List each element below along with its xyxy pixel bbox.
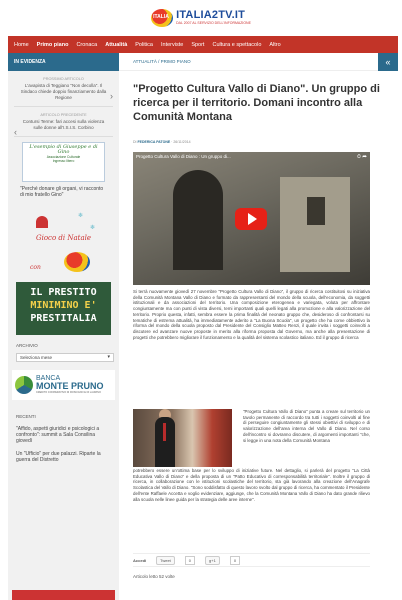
christmas-game-con: con — [30, 264, 41, 271]
event-banner-caption[interactable]: "Perché donare gli organi, vi racconto di mio fratello Gino" — [20, 186, 104, 198]
article-views: Articolo letto 52 volte — [133, 574, 175, 579]
archive-title: ARCHIVIO — [16, 343, 38, 348]
site-header — [0, 0, 402, 36]
collapse-sidebar-icon[interactable]: « — [378, 53, 398, 71]
logo-ball-icon — [64, 252, 90, 272]
recent-item[interactable]: "Affido, aspetti giuridici e psicologici a confronto": summit a Sala Consilina giovedì — [16, 426, 100, 444]
nav-home[interactable]: Home — [14, 41, 29, 48]
gplus-count: 0 — [230, 556, 240, 565]
article-main — [119, 53, 398, 600]
youtube-video-player[interactable] — [133, 152, 370, 285]
divider — [14, 106, 113, 107]
divider — [14, 136, 113, 137]
nav-interviste[interactable]: Interviste — [160, 41, 184, 48]
article-paragraph-1: Si terrà nuovamente giovedì 27 novembre "Progetto Cultura Vallo di Diano", il gruppo di ricerca costituitosi su iniziativa della Comunità Montana Vallo di Diano e formato da rappresentanti del mondo della scuola, dell'economia, da soggetti istituzionali e da associazioni del territorio. Una composizione eterogenea e variegata, voluta per affrontare congiuntamente ma con punti di vista diversi, temi importanti quali quelli legati alla promozione e alla valorizzazione del territorio. Proprio questa, infatti, sembra essere la prima finalità del neonato gruppo che, desideroso di confrontarsi su tematiche di estrema attualità, ha immediatamente aderito a "La Buona Scuola", un progetto che ha come obbiettivo la riforma del mondo della scuola proposto dal Presidente del Consiglio Matteo Renzi, il quale invita i soggetti coinvolti a discutere ed avanzare nuove proposte in merito alla riforma proposta dal Governo, ma anche alla presentazione di progetti che potrebbero migliorare il funzionamento e la qualità del sistema scolastico italiano. Ed il gruppo di ricerca — [133, 289, 370, 340]
nav-sport[interactable]: Sport — [191, 41, 205, 48]
logo-tagline: DAL 2007 AL SERVIZIO DELL'INFORMAZIONE — [176, 21, 251, 26]
chevron-left-icon[interactable]: ‹ — [14, 127, 17, 137]
christmas-game-banner[interactable] — [26, 206, 101, 274]
tweet-button[interactable]: Tweet — [156, 556, 175, 565]
author-prefix: DI — [133, 140, 137, 144]
site-logo[interactable] — [151, 9, 251, 27]
bank-logo-icon — [15, 376, 33, 394]
recent-title: RECENTI — [16, 414, 36, 419]
video-share-icons[interactable]: ⏱ ➦ — [357, 154, 367, 160]
article-meta — [133, 140, 191, 144]
share-bar — [133, 553, 370, 567]
nav-altro[interactable]: Altro — [269, 41, 281, 48]
event-banner-entry: Ingresso libero — [52, 159, 75, 163]
event-banner[interactable] — [22, 142, 105, 182]
santa-hat-icon — [36, 216, 48, 228]
article-title: "Progetto Cultura Vallo di Diano". Un gruppo di ricerca per il territorio. Domani incontro alla Comunità Montana — [133, 83, 380, 123]
archive-month-select[interactable]: Seleziona mese ▾ — [16, 353, 114, 362]
logo-ball-icon — [151, 9, 173, 27]
article-date: · 26/11/2014 — [171, 140, 191, 144]
event-banner-org: Associazione Culturale — [46, 155, 81, 159]
video-title[interactable]: Progetto Cultura Vallo di Diano : Un gruppo di... — [136, 154, 231, 159]
article-paragraph-3: potrebbero essere un'ottima base per lo sviluppo di iniziative future. Nel dettaglio, si parlerà del progetto "La Città Educativa Vallo di Diano" e della proposta di un "Patto Educativo di corresponsabilità territoriale". Inoltre il gruppo di ricerca, in collaborazione con le istituzioni scolastiche del territorio, sta già lavorando alla creazione dell'Anagrafe Scolastica del Vallo di Diano. "Sono soddisfatto di questo lavoro svolto dal gruppo di ricerca, ha commentato il Presidente dell'ente Raffaele Accetta e voglio evidenziare, aggiunge, che la Comunità Montana Vallo di Diano ha dato grande rilievo alla scuola nelle linee guida per la strategia delle aree interne". — [133, 468, 370, 502]
prestito-line-2: MINIMINO E' — [30, 300, 97, 311]
sidebar — [8, 53, 119, 600]
gplus-button[interactable]: g+1 — [205, 556, 220, 565]
nav-primo-piano[interactable]: Primo piano — [36, 41, 69, 48]
nav-attualita[interactable]: Attualità — [105, 41, 128, 48]
logo-badge: ITALIA — [153, 14, 169, 20]
bank-subtitle: CREDITO COOPERATIVO DI ROSCIGNO E DI LAURINO — [36, 391, 101, 395]
prev-article-label: ARTICOLO PRECEDENTE — [40, 113, 87, 117]
christmas-game-title: Gioco di Natale — [36, 234, 92, 242]
main-nav — [8, 36, 398, 53]
bank-name-2: MONTE PRUNO — [36, 381, 104, 392]
prev-article-link[interactable]: Contursi Terme: fari accesi sulla violenza sulle donne all'I.S.I.S. Corbino — [22, 119, 105, 130]
nav-cultura[interactable]: Cultura e spettacolo — [212, 41, 262, 48]
nav-politica[interactable]: Politica — [135, 41, 153, 48]
sidebar-title: IN EVIDENZA — [8, 53, 119, 71]
article-paragraph-2: "Progetto Cultura Vallo di Diano" punta a creare sul territorio un tavolo permanente di raccordo tra tutti i soggetti coinvolti al fine di perseguire congiuntamente gli stessi obiettivi di sviluppo e di valorizzazione dell'area interna del Vallo di Diano. Nel corso dell'incontro si dovranno discutere, di argomenti importanti "che, si legge in una nota della Comunità Montana — [243, 409, 370, 443]
nav-cronaca[interactable]: Cronaca — [76, 41, 98, 48]
author-name[interactable]: FEDERICA PATONE — [137, 140, 171, 144]
next-article-label: PROSSIMO ARTICOLO — [43, 77, 84, 81]
share-login-label[interactable]: Accedi — [133, 557, 147, 563]
recent-item[interactable]: Un "Ufficio" per due palazzi. Riparte la guerra del Distretto — [16, 451, 101, 463]
banca-monte-pruno-banner[interactable] — [12, 370, 115, 400]
bank-name-1: BANCA — [36, 375, 61, 383]
prestito-line-1: IL PRESTITO — [30, 287, 97, 298]
sidebar-bottom-banner[interactable] — [12, 590, 115, 600]
snowflake-icon: ❄ — [90, 225, 96, 231]
next-article-link[interactable]: L'avapista di Teggiano "Non decolla". Il Sindaco chiede doppio finanziamento dalla Regione — [20, 83, 107, 100]
tweet-count: 0 — [185, 556, 195, 565]
logo-name: ITALIA2TV.IT — [176, 9, 246, 22]
prestitalia-banner[interactable] — [16, 282, 111, 335]
play-button-icon[interactable] — [235, 208, 267, 230]
event-banner-title: L'esempio di Giuseppe e di Gino — [29, 144, 98, 155]
prestito-line-3: PRESTITALIA — [30, 313, 97, 324]
snowflake-icon: ❄ — [78, 213, 84, 219]
article-photo — [133, 409, 232, 467]
breadcrumb[interactable]: ATTUALITÀ / PRIMO PIANO — [119, 53, 398, 71]
chevron-right-icon[interactable]: › — [110, 91, 113, 101]
